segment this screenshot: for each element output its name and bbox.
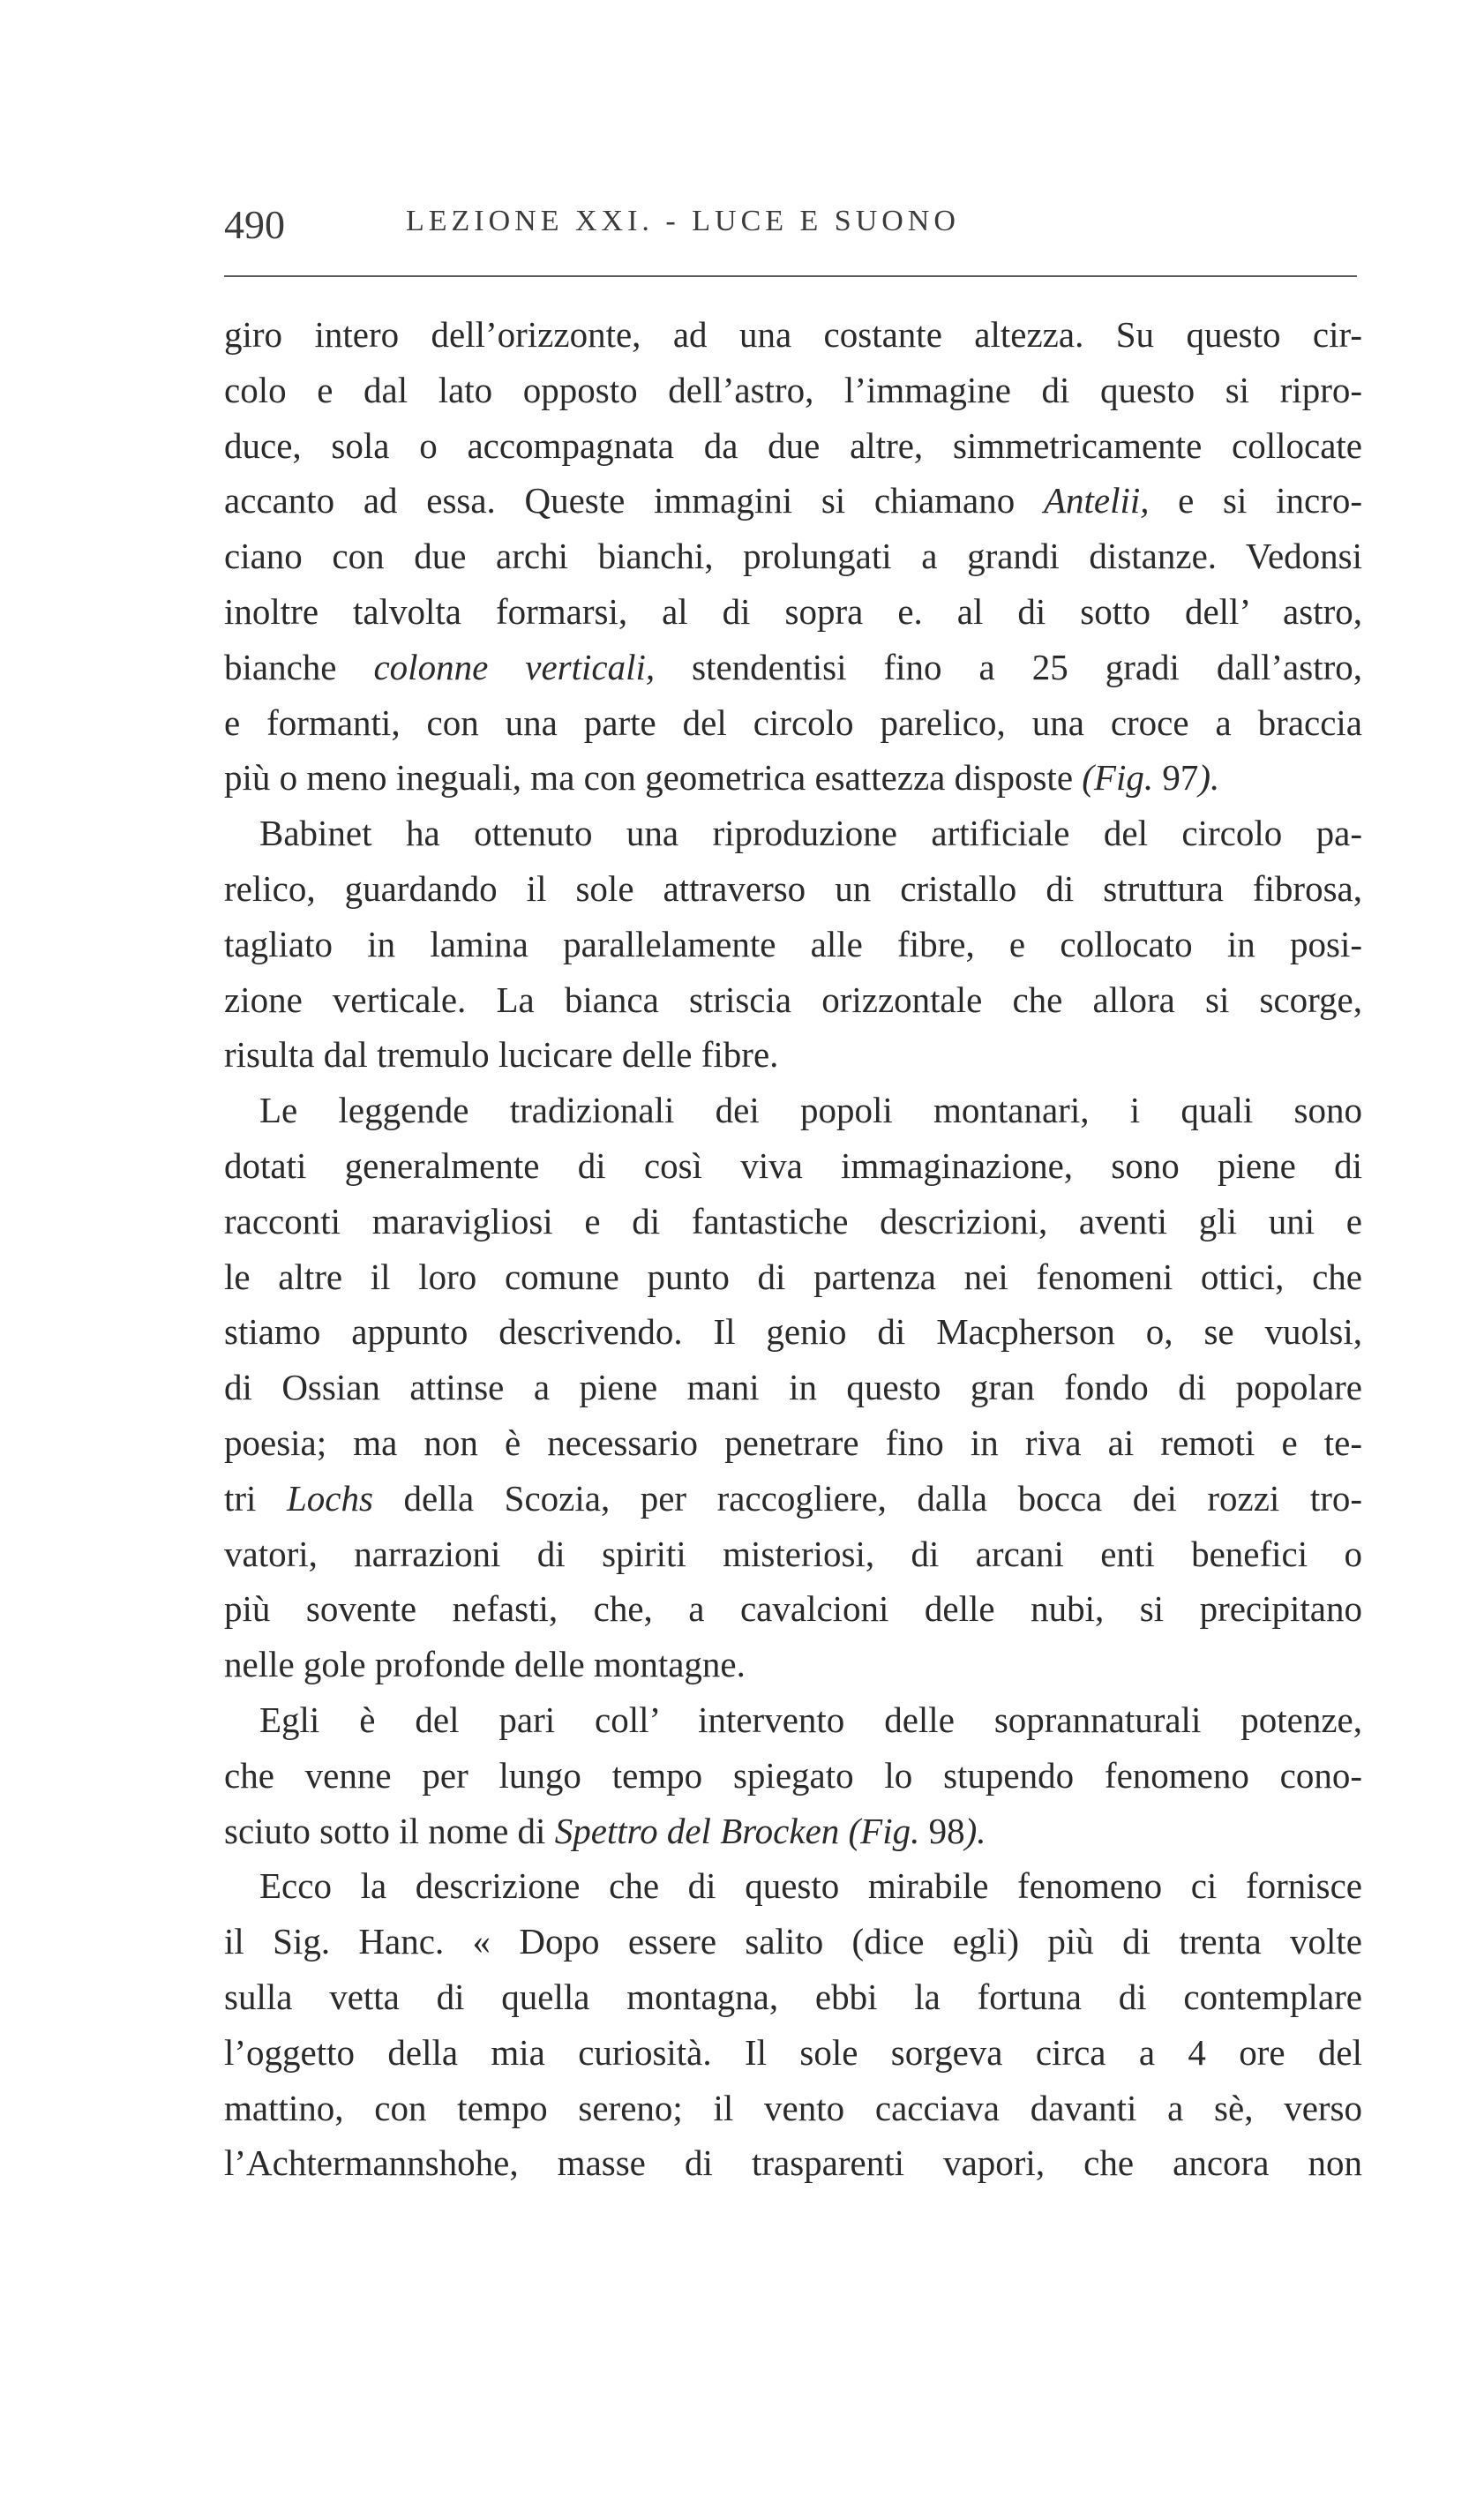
text-line <box>224 584 1362 640</box>
text-run: più sovente nefasti, che, a cavalcioni delle nubi, si precipitano <box>224 1588 1362 1630</box>
italic-text: (Fig. <box>1082 757 1154 799</box>
text-line <box>224 2025 1362 2081</box>
text-run: l’oggetto della mia curiosità. Il sole sorgeva circa a 4 ore del <box>224 2031 1362 2073</box>
running-title: LEZIONE XXI. - LUCE E SUONO <box>406 205 960 237</box>
text-line <box>224 1914 1362 1969</box>
text-line <box>224 1360 1362 1415</box>
text-line <box>224 750 1362 806</box>
italic-text: Spettro del Brocken (Fig. <box>554 1810 920 1851</box>
text-line <box>224 1083 1362 1138</box>
text-run: stendentisi fino a 25 gradi dall’astro, <box>655 646 1363 687</box>
italic-text: colonne verticali, <box>373 646 656 687</box>
text-run: Babinet ha ottenuto una riproduzione artificiale del circolo pa- <box>259 813 1362 854</box>
text-line <box>224 1471 1362 1527</box>
text-line <box>224 363 1362 418</box>
text-line <box>224 307 1362 363</box>
text-line <box>224 1304 1362 1360</box>
text-line <box>224 806 1362 861</box>
italic-text: Lochs <box>286 1477 373 1519</box>
text-run: e si incro- <box>1149 480 1362 521</box>
body-text <box>224 307 1362 2191</box>
text-line <box>224 529 1362 584</box>
text-line <box>224 917 1362 972</box>
text-run: sulla vetta di quella montagna, ebbi la fortuna di contemplare <box>224 1976 1362 2017</box>
text-line <box>224 1527 1362 1582</box>
text-run: vatori, narrazioni di spiriti misteriosi, di arcani enti benefici o <box>224 1533 1362 1574</box>
text-run: Le leggende tradizionali dei popoli montanari, i quali sono <box>259 1090 1362 1131</box>
text-run: stiamo appunto descrivendo. Il genio di Macpherson o, se vuolsi, <box>224 1311 1362 1353</box>
text-line <box>224 1249 1362 1305</box>
text-run: tri <box>224 1477 287 1519</box>
text-run: Ecco la descrizione che di questo mirabile fenomeno ci fornisce <box>259 1865 1362 1907</box>
text-line <box>224 1748 1362 1804</box>
text-line <box>224 1804 1362 1859</box>
text-run: colo e dal lato opposto dell’astro, l’immagine di questo si ripro- <box>224 369 1362 410</box>
text-line <box>224 1194 1362 1249</box>
text-run: bianche <box>224 646 374 687</box>
text-run: l’Achtermannshohe, masse di trasparenti vapori, che ancora non <box>224 2142 1362 2184</box>
text-run: di Ossian attinse a piene mani in questo gran fondo di popolare <box>224 1367 1362 1408</box>
text-run: mattino, con tempo sereno; il vento cacciava davanti a sè, verso <box>224 2087 1362 2128</box>
text-run: 97 <box>1153 757 1199 799</box>
text-line <box>224 972 1362 1028</box>
text-run: 98 <box>919 1810 965 1851</box>
text-run: le altre il loro comune punto di partenza nei fenomeni ottici, che <box>224 1256 1362 1297</box>
text-run: inoltre talvolta formarsi, al di sopra e. al di sotto dell’ astro, <box>224 590 1362 632</box>
text-run: duce, sola o accompagnata da due altre, simmetricamente collocate <box>224 424 1362 466</box>
text-run: tagliato in lamina parallelamente alle fibre, e collocato in posi- <box>224 923 1362 964</box>
text-run: più o meno ineguali, ma con geometrica esattezza disposte <box>224 757 1083 799</box>
text-run: e formanti, con una parte del circolo parelico, una croce a braccia <box>224 701 1362 743</box>
text-run: racconti maravigliosi e di fantastiche descrizioni, aventi gli uni e <box>224 1200 1362 1241</box>
text-run: ciano con due archi bianchi, prolungati a grandi distanze. Vedonsi <box>224 536 1362 577</box>
text-line <box>224 473 1362 529</box>
header-rule <box>224 275 1357 277</box>
text-run: relico, guardando il sole attraverso un cristallo di struttura fibrosa, <box>224 867 1362 909</box>
text-line <box>224 1969 1362 2025</box>
text-run: accanto ad essa. Queste immagini si chiamano <box>224 480 1044 521</box>
text-line <box>224 1138 1362 1194</box>
text-run: zione verticale. La bianca striscia orizzontale che allora si scorge, <box>224 979 1362 1020</box>
text-line <box>224 640 1362 695</box>
text-run: dotati generalmente di così viva immaginazione, sono piene di <box>224 1144 1362 1186</box>
text-line <box>224 1637 1362 1692</box>
text-run: giro intero dell’orizzonte, ad una costante altezza. Su questo cir- <box>224 314 1362 355</box>
text-line <box>224 695 1362 751</box>
text-line <box>224 2081 1362 2136</box>
text-line <box>224 1415 1362 1471</box>
text-run: poesia; ma non è necessario penetrare fino in riva ai remoti e te- <box>224 1422 1362 1463</box>
text-run: Egli è del pari coll’ intervento delle soprannaturali potenze, <box>259 1699 1362 1740</box>
italic-text: ). <box>964 1810 986 1851</box>
text-line <box>224 1027 1362 1083</box>
text-run: nelle gole profonde delle montagne. <box>224 1644 746 1685</box>
text-line <box>224 1692 1362 1748</box>
italic-text: ). <box>1198 757 1220 799</box>
text-line <box>224 861 1362 917</box>
italic-text: Antelii, <box>1043 480 1150 521</box>
page-number: 490 <box>224 202 285 247</box>
text-run: che venne per lungo tempo spiegato lo stupendo fenomeno cono- <box>224 1754 1362 1796</box>
text-run: risulta dal tremulo lucicare delle fibre. <box>224 1034 779 1076</box>
text-line <box>224 1858 1362 1914</box>
text-run: il Sig. Hanc. « Dopo essere salito (dice egli) più di trenta volte <box>224 1921 1362 1962</box>
text-line <box>224 1581 1362 1637</box>
text-run: della Scozia, per raccogliere, dalla bocca dei rozzi tro- <box>372 1477 1363 1519</box>
text-run: sciuto sotto il nome di <box>224 1810 555 1851</box>
text-line <box>224 2135 1362 2191</box>
text-line <box>224 418 1362 474</box>
